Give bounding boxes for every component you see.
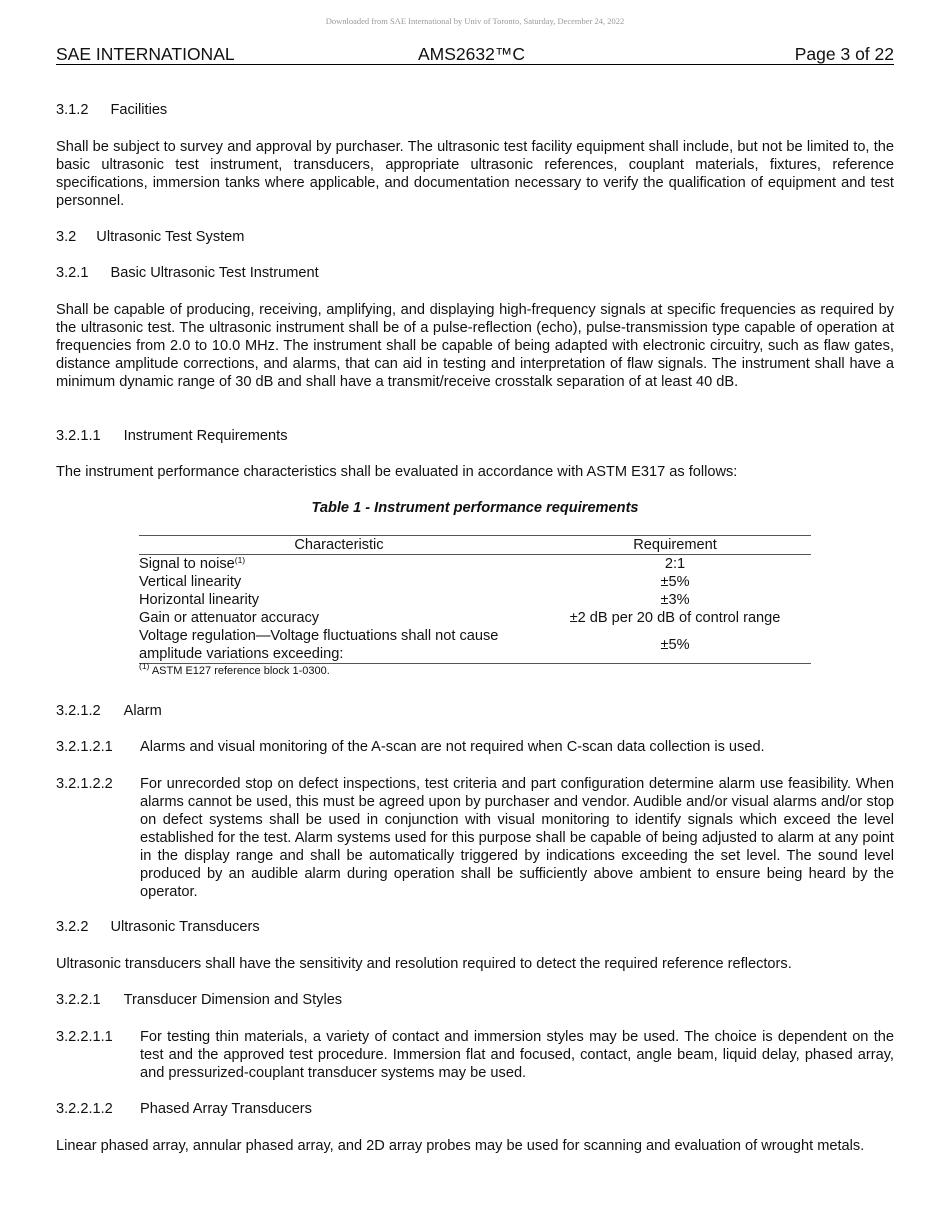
section-number: 3.2.1.2 xyxy=(56,703,101,719)
section-heading-3-2 xyxy=(56,228,894,246)
requirement-cell: ±5% xyxy=(660,574,690,590)
section-title: Ultrasonic Transducers xyxy=(110,919,260,935)
table-row xyxy=(139,627,811,664)
section-number: 3.2.1.1 xyxy=(56,428,101,444)
section-heading-3-1-2 xyxy=(56,101,894,119)
requirement-cell: 2:1 xyxy=(664,556,686,572)
clause-3-2-2-1-1 xyxy=(56,1028,894,1082)
section-heading-3-2-1-2 xyxy=(56,702,894,720)
characteristic-cell: Signal to noise$^{(1)}$ xyxy=(139,555,246,572)
characteristic-cell: Horizontal linearity xyxy=(139,592,260,608)
section-heading-3-2-2-1 xyxy=(56,991,894,1009)
table-row xyxy=(139,591,811,609)
paragraph-instrument-requirements: The instrument performance characteristics shall be evaluated in accordance with ASTM E317 as follows: xyxy=(56,464,738,480)
footnote-marker: (1) xyxy=(139,661,150,671)
section-heading-3-2-1 xyxy=(56,264,894,282)
paragraph-transducers: Ultrasonic transducers shall have the sensitivity and resolution required to detect the required reference reflectors. xyxy=(56,956,792,972)
section-heading-3-2-2 xyxy=(56,918,894,936)
clause-3-2-1-2-1 xyxy=(56,738,894,756)
section-title: Basic Ultrasonic Test Instrument xyxy=(110,265,319,281)
characteristic-cell: Gain or attenuator accuracy xyxy=(139,610,320,626)
header-page-number: Page 3 of 22 xyxy=(794,44,894,64)
table-caption: Table 1 - Instrument performance requirements xyxy=(311,500,639,516)
table-footnote: $^{(1)}$ ASTM E127 reference block 1-0300. xyxy=(139,661,330,677)
clause-text: For testing thin materials, a variety of contact and immersion styles may be used. The choice is dependent on the test and the approved test procedure. Immersion flat and focused, contact, angle beam, liquid delay, phased array, and pressurized-couplant transducer systems may be used. xyxy=(140,1029,894,1081)
table-row xyxy=(139,555,811,574)
table-row xyxy=(139,573,811,591)
clause-text: Alarms and visual monitoring of the A-scan are not required when C-scan data collection is used. xyxy=(140,739,765,755)
download-banner: Downloaded from SAE International by Univ of Toronto, Saturday, December 24, 2022 xyxy=(325,16,625,26)
clause-number: 3.2.2.1.2 xyxy=(56,1101,113,1117)
page-header xyxy=(56,44,894,65)
column-header-requirement: Requirement xyxy=(539,536,811,555)
section-number: 3.1.2 xyxy=(56,102,89,118)
characteristic-cell: Voltage regulation—Voltage fluctuations shall not cause amplitude variations exceeding: xyxy=(139,627,539,664)
clause-number: 3.2.2.1.1 xyxy=(56,1029,113,1045)
paragraph-phased-array: Linear phased array, annular phased array, and 2D array probes may be used for scanning and evaluation of wrought metals. xyxy=(56,1138,865,1154)
section-title: Transducer Dimension and Styles xyxy=(123,992,343,1008)
requirement-cell: ±3% xyxy=(660,592,690,608)
clause-number: 3.2.1.2.1 xyxy=(56,739,113,755)
section-title: Ultrasonic Test System xyxy=(96,229,245,245)
section-title: Alarm xyxy=(123,703,162,719)
performance-table xyxy=(139,535,811,664)
characteristic-cell: Vertical linearity xyxy=(139,574,242,590)
clause-title: Phased Array Transducers xyxy=(140,1101,312,1117)
footnote-marker: (1) xyxy=(234,555,246,565)
clause-number: 3.2.1.2.2 xyxy=(56,776,113,792)
paragraph-basic-instrument: Shall be capable of producing, receiving, amplifying, and displaying high-frequency signals at specific frequencies as required by the ultrasonic test. The ultrasonic instrument shall be of a pulse-reflection (echo), pulse-transmission type capable of operation at frequencies from 2.0 to 10.0 MHz. The instrument shall be capable of being adapted with electronic circuitry, such as flaw gates, distance amplitude corrections, and alarms, that can aid in testing and interpretation of flaw signals. The instrument shall have a minimum dynamic range of 30 dB and shall have a transmit/receive crosstalk separation of at least 40 dB. xyxy=(56,302,894,390)
table-header-row xyxy=(139,536,811,555)
paragraph-facilities: Shall be subject to survey and approval by purchaser. The ultrasonic test facility equipment shall include, but not be limited to, the basic ultrasonic test instrument, transducers, appropriate ultrasonic references, couplant materials, fixtures, reference specifications, immersion tanks where applicable, and documentation necessary to verify the qualification of equipment and test personnel. xyxy=(56,139,894,209)
clause-text: For unrecorded stop on defect inspections, test criteria and part configuration determine alarm use feasibility. When alarms cannot be used, this must be agreed upon by purchaser and vendor. Audible and/or visual alarms and/or stop on defect systems shall be used in conjunction with visual monitoring to identify signals which exceed the level established for the test. Alarm systems used for this purpose shall be capable of being adjusted to alarm at any point in the display range and shall be automatically triggered by indications exceeding the set level. The sound level produced by an audible alarm during operation shall be sufficiently above ambient to ensure being heard by the operator. xyxy=(140,776,894,900)
header-org: SAE INTERNATIONAL xyxy=(56,44,235,64)
clause-3-2-2-1-2 xyxy=(56,1100,894,1118)
requirement-cell: ±2 dB per 20 dB of control range xyxy=(569,610,781,626)
header-doc-number: AMS2632™C xyxy=(418,44,525,64)
section-title: Instrument Requirements xyxy=(123,428,288,444)
section-number: 3.2.2.1 xyxy=(56,992,101,1008)
section-number: 3.2.1 xyxy=(56,265,89,281)
section-heading-3-2-1-1 xyxy=(56,427,894,445)
section-number: 3.2.2 xyxy=(56,919,89,935)
clause-3-2-1-2-2 xyxy=(56,775,894,901)
column-header-characteristic: Characteristic xyxy=(139,536,539,555)
section-title: Facilities xyxy=(110,102,168,118)
section-number: 3.2 xyxy=(56,229,77,245)
requirement-cell: ±5% xyxy=(539,627,811,664)
table-row xyxy=(139,609,811,627)
